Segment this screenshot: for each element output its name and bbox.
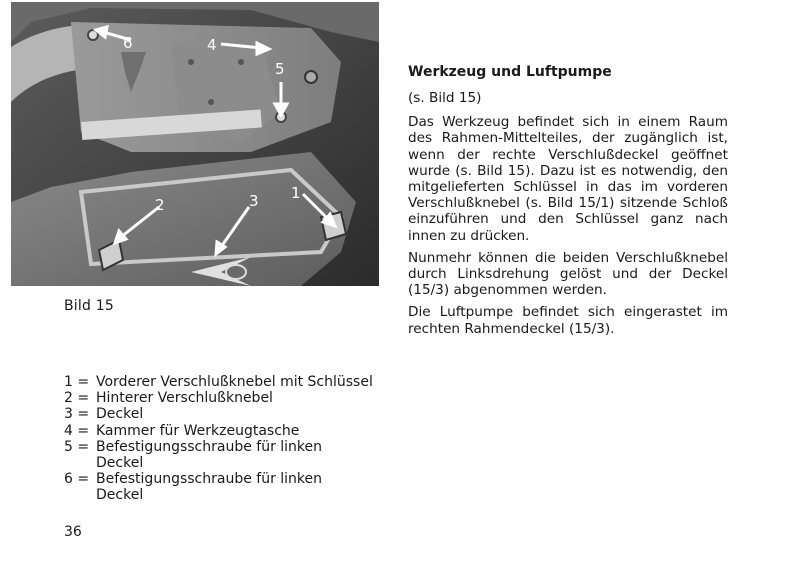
figure-caption: Bild 15 (64, 298, 114, 314)
legend-text: Deckel (96, 406, 144, 423)
paragraph-3: Die Luftpumpe befindet sich eingerastet im rechten Rahmendeckel (15/3). (408, 304, 728, 337)
callout-2: 2 (155, 196, 165, 214)
legend-item (64, 390, 404, 406)
legend-number: 6 = (64, 471, 90, 488)
paragraph-1: Das Werkzeug befindet sich in einem Raum des Rahmen-Mittelteiles, der zugänglich ist, wenn der rechte Verschlußdeckel geöffnet wurde (s. Bild 15). Dazu ist es notwendig, den mitgelieferten Schlüssel in das im vorderen Verschlußknebel (s. Bild 15/1) sitzende Schloß einzuführen und den Schlüssel ganz nach innen zu drücken. (408, 114, 728, 244)
section-reference: (s. Bild 15) (408, 90, 482, 106)
legend-item (64, 374, 404, 390)
scooter-frame-photo (11, 2, 379, 286)
tool-section (408, 64, 728, 343)
callout-5: 5 (275, 60, 285, 78)
legend-item (64, 471, 404, 503)
legend-item (64, 406, 404, 422)
legend-number: 3 = (64, 406, 90, 423)
legend-text: Befestigungsschraube für linken Deckel (96, 438, 323, 472)
callout-3: 3 (249, 192, 259, 210)
legend-number: 5 = (64, 438, 90, 455)
legend-text: Kammer für Werkzeugtasche (96, 422, 300, 439)
legend-text: Hinterer Verschlußknebel (96, 390, 273, 407)
callout-6: 6 (123, 34, 133, 52)
callout-1: 1 (291, 184, 301, 202)
figure-legend (64, 374, 404, 504)
section-title: Werkzeug und Luftpumpe (408, 64, 612, 80)
figure-photo (11, 2, 379, 286)
legend-text: Vorderer Verschlußknebel mit Schlüssel (96, 374, 373, 390)
legend-number: 1 = (64, 374, 90, 390)
legend-number: 4 = (64, 422, 90, 439)
legend-item (64, 439, 404, 471)
legend-text: Befestigungsschraube für linken Deckel (96, 471, 323, 504)
paragraph-2: Nunmehr können die beiden Verschlußknebel durch Linksdrehung gelöst und der Deckel (15/3) abgenommen werden. (408, 249, 728, 299)
page-number: 36 (64, 524, 82, 540)
legend-number: 2 = (64, 390, 90, 407)
callout-4: 4 (207, 36, 217, 54)
legend-item (64, 423, 404, 439)
